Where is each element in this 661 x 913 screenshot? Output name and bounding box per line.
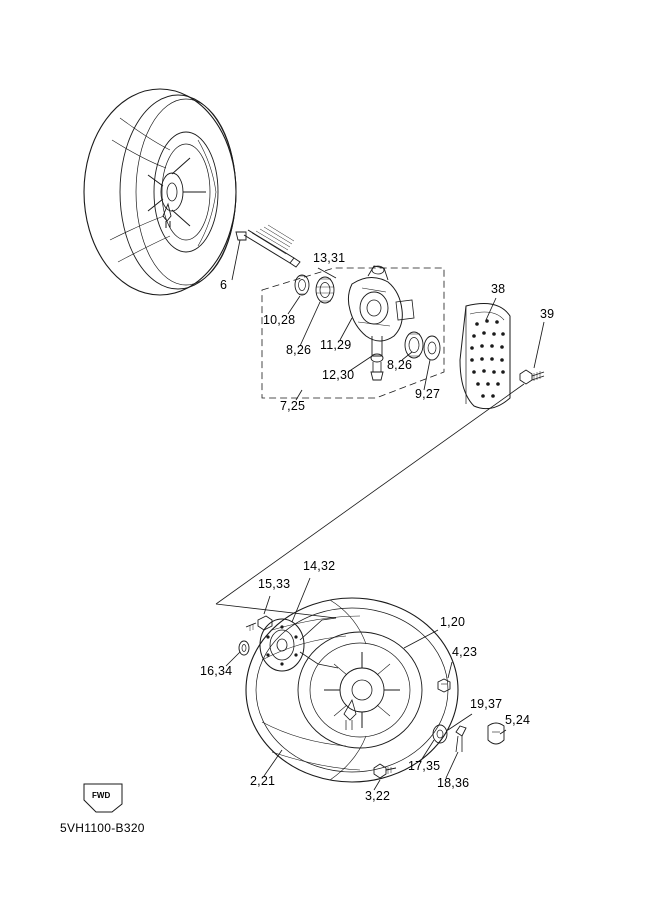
- rear-wheel-assembly: [246, 598, 458, 782]
- callout-7-25: 7,25: [280, 399, 306, 413]
- part-code-label: 5VH1100-B320: [60, 821, 145, 835]
- callout-1-20: 1,20: [440, 615, 466, 629]
- front-tire-assembly: [84, 89, 236, 295]
- bearing-seal-stack-left: [295, 275, 334, 303]
- callout-8-26-left: 8,26: [286, 343, 312, 357]
- front-axle-shaft: [236, 225, 300, 267]
- plate-bolt: [520, 370, 544, 384]
- callout-2-21: 2,21: [250, 774, 276, 788]
- callout-12-30: 12,30: [322, 368, 355, 382]
- callout-10-28: 10,28: [263, 313, 296, 327]
- callout-18-36: 18,36: [437, 776, 470, 790]
- callout-9-27: 9,27: [415, 387, 441, 401]
- callout-5-24: 5,24: [505, 713, 531, 727]
- leader-lines-bottom: [216, 578, 506, 790]
- callout-15-33: 15,33: [258, 577, 291, 591]
- callout-8-26-right: 8,26: [387, 358, 413, 372]
- callout-16-34: 16,34: [200, 664, 233, 678]
- callout-38: 38: [491, 282, 506, 296]
- brake-disc-plate: [460, 304, 510, 409]
- callout-11-29: 11,29: [320, 338, 352, 352]
- callout-6: 6: [220, 278, 228, 292]
- callout-14-32: 14,32: [303, 559, 336, 573]
- callout-4-23: 4,23: [452, 645, 478, 659]
- callout-19-37: 19,37: [470, 697, 503, 711]
- callout-13-31: 13,31: [313, 251, 346, 265]
- fwd-label: FWD: [92, 791, 111, 800]
- callout-3-22: 3,22: [365, 789, 391, 803]
- callout-39: 39: [540, 307, 555, 321]
- bearing-seal-stack-right: [405, 332, 440, 360]
- callout-17-35: 17,35: [408, 759, 441, 773]
